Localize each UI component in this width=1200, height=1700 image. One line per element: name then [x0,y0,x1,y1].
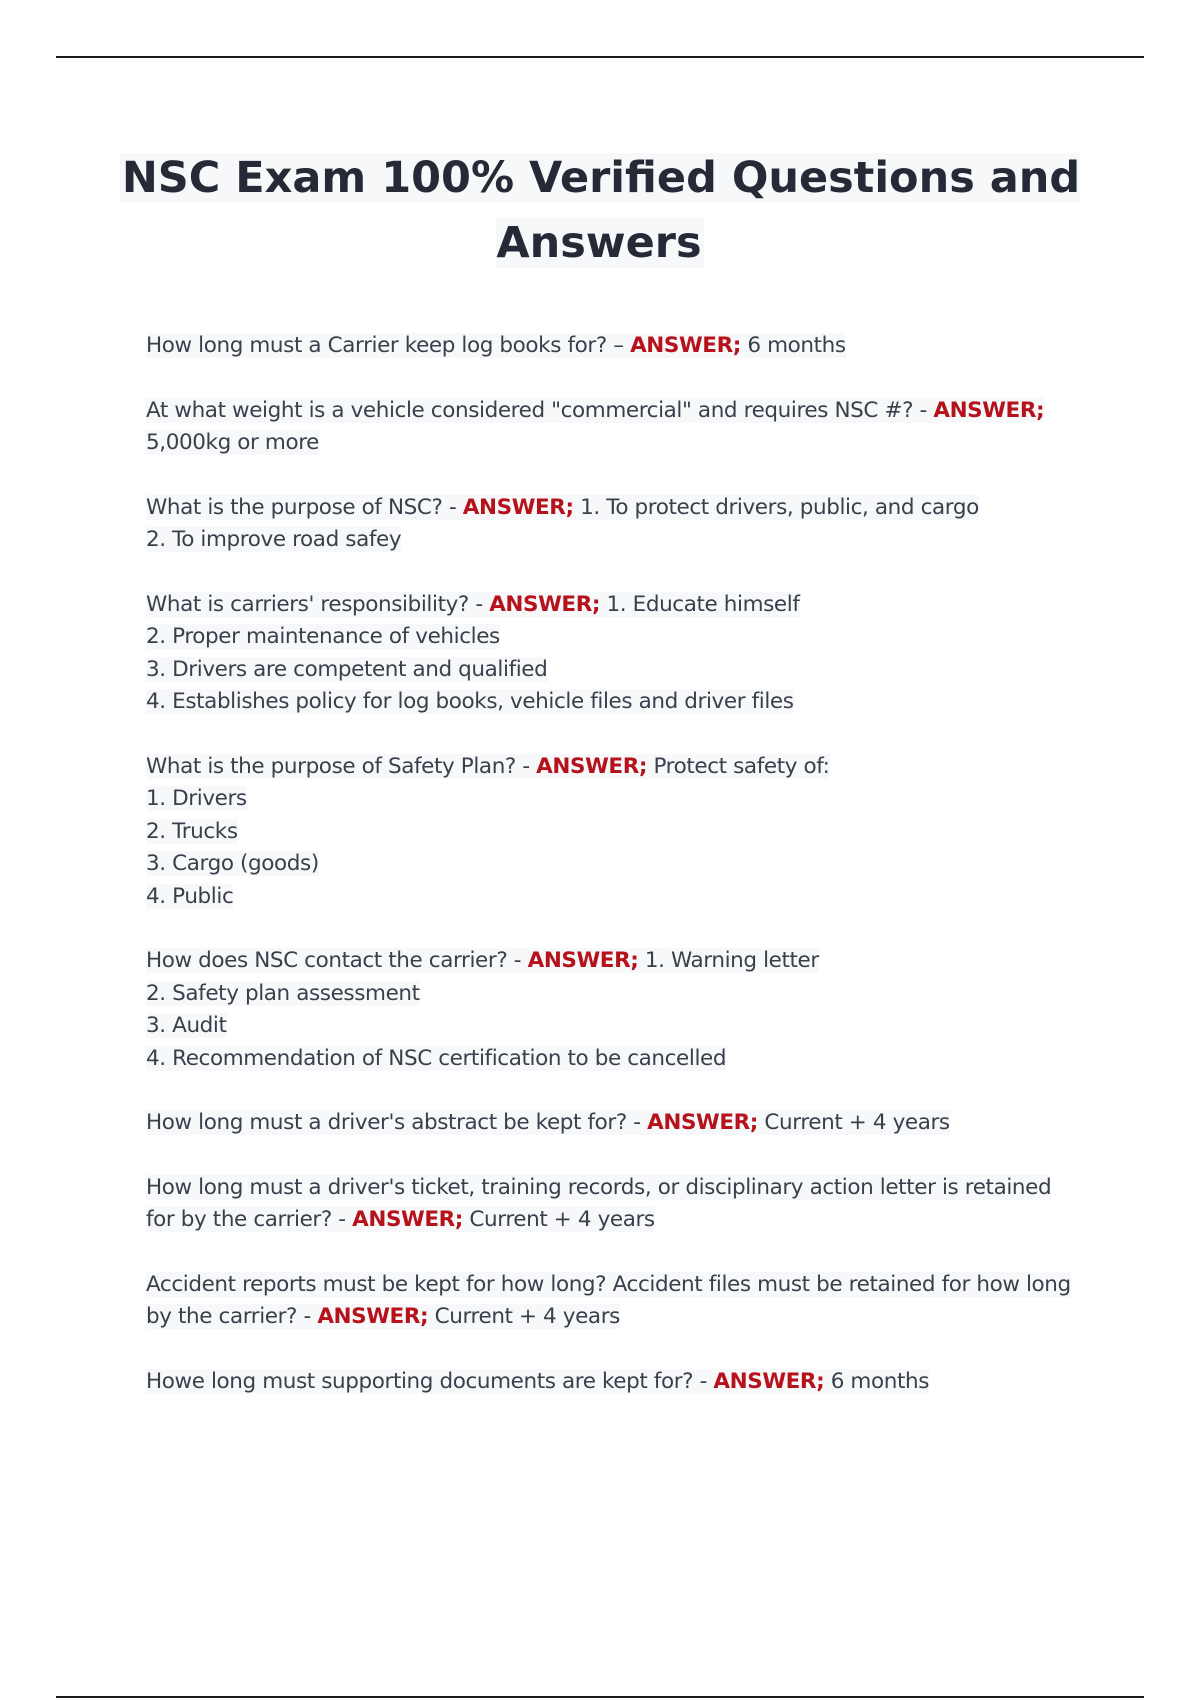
qa-item [146,589,1086,719]
answer-label: ANSWER; [352,1207,463,1232]
answer-label: ANSWER; [630,333,741,358]
answer-label: ANSWER; [536,753,648,779]
qa-item [146,945,1086,1075]
answer-text: 1. To protect drivers, public, and cargo 2. To improve road safey [146,494,979,552]
question-text: How does NSC contact the carrier? - [146,948,528,973]
document-title: NSC Exam 100% Verified Questions and Answers [121,153,1081,268]
top-rule [56,56,1144,58]
answer-text: 6 months [824,1368,930,1394]
answer-text: 1. Warning letter 2. Safety plan assessment 3. Audit 4. Recommendation of NSC certification to be cancelled [146,948,819,1071]
answer-text: 6 months [740,333,846,358]
answer-label: ANSWER; [713,1368,825,1394]
question-text: What is the purpose of Safety Plan? - [146,753,537,779]
qa-item [146,395,1086,460]
qa-item [146,1269,1086,1334]
bottom-rule [56,1696,1144,1698]
question-text: Accident reports must be kept for how long? Accident files must be retained for how long by the carrier? - [146,1271,1071,1329]
answer-label: ANSWER; [462,494,574,520]
question-text: How long must a Carrier keep log books for? – [146,333,631,358]
question-text: Howe long must supporting documents are kept for? - [146,1368,714,1394]
answer-text: Current + 4 years [462,1207,655,1232]
qa-list [146,330,1086,1430]
answer-label: ANSWER; [527,948,639,973]
qa-item [146,1366,1086,1399]
answer-text: Current + 4 years [428,1304,620,1329]
question-text: How long must a driver's ticket, training records, or disciplinary action letter is retained for by the carrier? - [146,1174,1052,1232]
answer-label: ANSWER; [933,397,1045,423]
answer-label: ANSWER; [317,1304,429,1329]
answer-text: 5,000kg or more [146,430,320,455]
question-text: At what weight is a vehicle considered "commercial" and requires NSC #? - [146,397,934,423]
answer-text: Current + 4 years [757,1110,950,1135]
question-text: What is carriers' responsibility? - [146,591,490,617]
qa-item [146,1172,1086,1237]
qa-item [146,492,1086,557]
qa-item [146,1107,1086,1140]
qa-item [146,751,1086,914]
answer-label: ANSWER; [647,1110,758,1135]
question-text: What is the purpose of NSC? - [146,494,463,520]
qa-item [146,330,1086,363]
answer-label: ANSWER; [489,591,601,617]
answer-text: 1. Educate himself 2. Proper maintenance of vehicles 3. Drivers are competent and qualified 4. Establishes policy for log books, vehicle files and driver files [146,591,800,714]
question-text: How long must a driver's abstract be kept for? - [146,1110,648,1135]
answer-text: Protect safety of: 1. Drivers 2. Trucks 3. Cargo (goods) 4. Public [146,753,830,909]
